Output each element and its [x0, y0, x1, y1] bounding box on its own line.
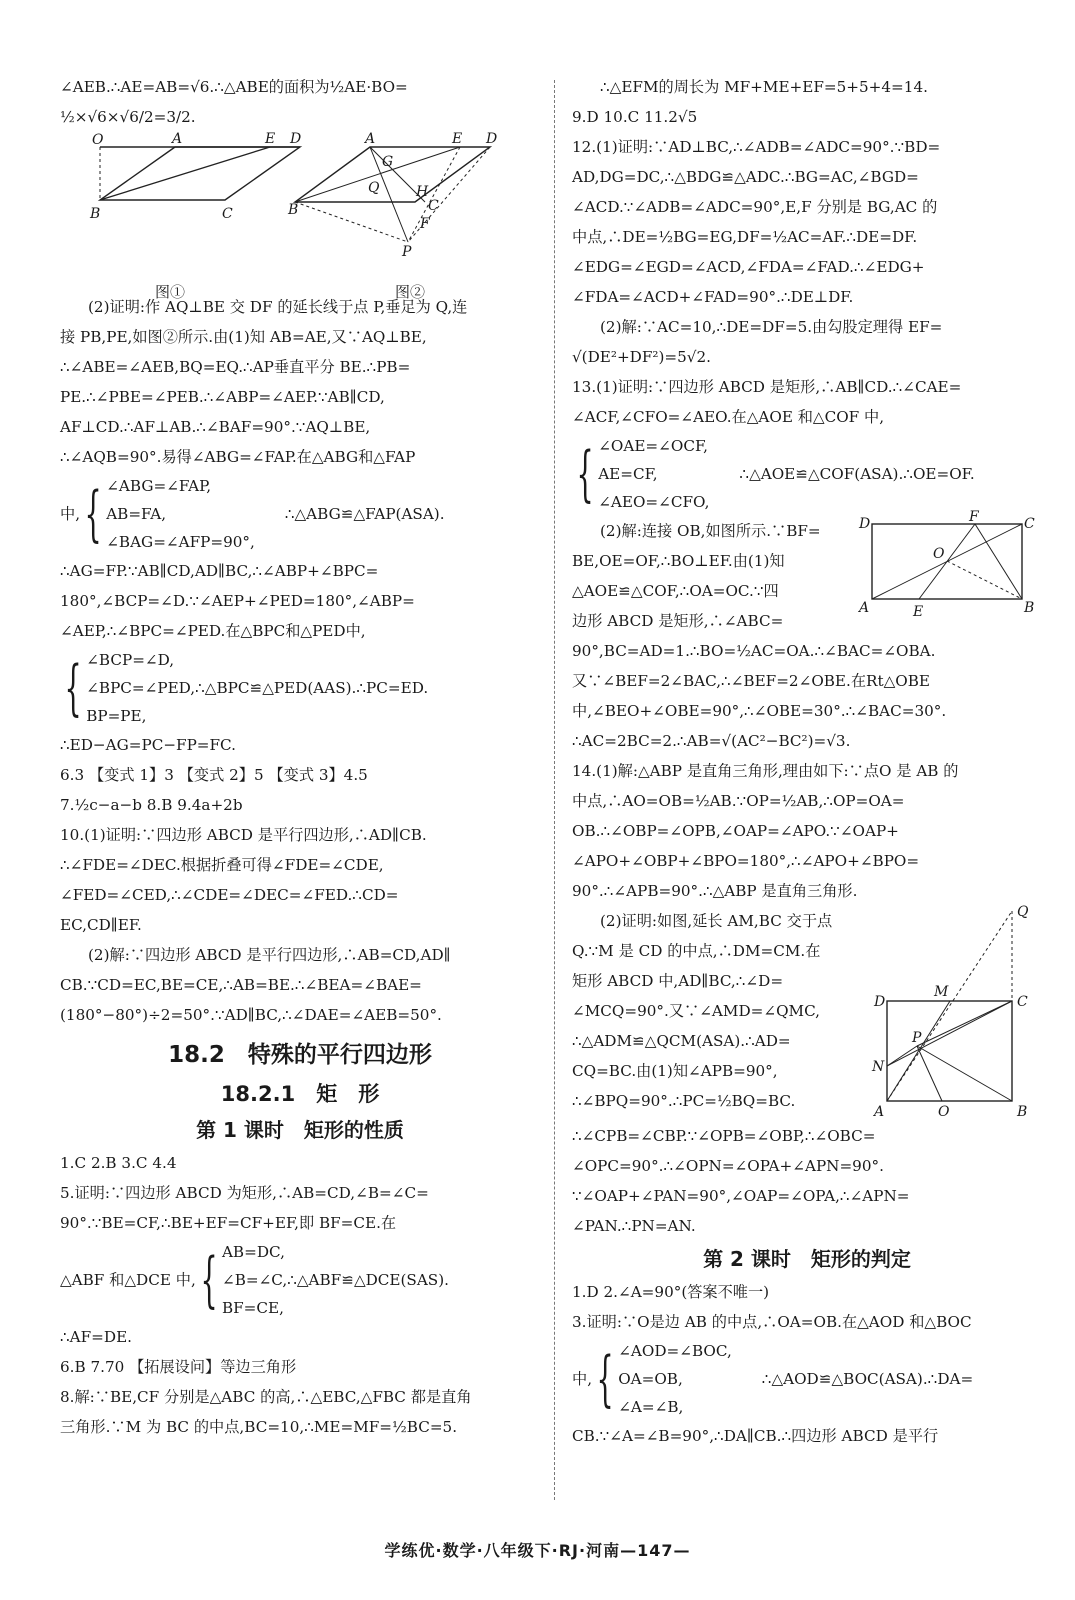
parallelogram-figure-1 [60, 131, 302, 267]
svg-text:B: B [90, 206, 101, 222]
text-line: ∵∠OAP+∠PAN=90°,∠OAP=∠OPA,∴∠APN= [572, 1187, 910, 1205]
text-line: (2)解:∵AC=10,∴DE=DF=5.由勾股定理得 EF= [600, 318, 943, 336]
svg-text:B: B [1024, 600, 1035, 616]
svg-text:D: D [290, 131, 302, 147]
text-line: 90°,BC=AD=1.∴BO=½AC=OA.∴∠BAC=∠OBA. [572, 642, 936, 660]
text-line: (2)解:连接 OB,如图所示.∵BF= [600, 522, 821, 540]
brace-icon: { [64, 653, 82, 723]
system-line: BP=PE, [86, 707, 147, 725]
text-line: ∠EDG=∠EGD=∠ACD,∠FDA=∠FAD.∴∠EDG+ [572, 258, 925, 276]
figure-1 [60, 131, 302, 301]
system-line: ∠OAE=∠OCF, [598, 437, 708, 455]
system-line: ∠B=∠C,∴△ABF≌△DCE(SAS). [221, 1271, 449, 1289]
svg-text:A: A [365, 131, 376, 147]
svg-text:O: O [92, 132, 104, 148]
svg-text:O: O [933, 546, 945, 562]
system-line: ∠BAG=∠AFP=90°, [106, 533, 255, 551]
text-line: ∴AC=2BC=2.∴AB=√(AC²−BC²)=√3. [572, 732, 851, 750]
svg-text:E: E [452, 131, 463, 147]
equation-system [60, 472, 540, 556]
text-line: 14.(1)解:△ABP 是直角三角形,理由如下:∵点O 是 AB 的 [572, 762, 959, 780]
text-line: 6.3 【变式 1】3 【变式 2】5 【变式 3】4.5 [60, 766, 368, 784]
text-line: ∴ED−AG=PC−FP=FC. [60, 736, 236, 754]
right-column [572, 72, 1042, 1451]
svg-text:C: C [222, 206, 233, 222]
text-line: ∴∠ABE=∠AEB,BQ=EQ.∴AP垂直平分 BE.∴PB= [60, 358, 411, 376]
text-line: 边形 ABCD 是矩形,∴∠ABC= [572, 612, 784, 630]
text-line: 5.证明:∵四边形 ABCD 为矩形,∴AB=CD,∠B=∠C= [60, 1184, 429, 1202]
text-line: 12.(1)证明:∵AD⊥BC,∴∠ADB=∠ADC=90°.∵BD= [572, 138, 941, 156]
equation-system [60, 1238, 540, 1322]
system-line: ∠BCP=∠D, [86, 651, 175, 669]
text-line: ∠ACD.∵∠ADB=∠ADC=90°,E,F 分别是 BG,AC 的 [572, 198, 938, 216]
system-line: ∠AOD=∠BOC, [618, 1342, 732, 1360]
text-line: ∴AF=DE. [60, 1328, 132, 1346]
svg-text:Q: Q [368, 180, 380, 196]
svg-text:B: B [288, 202, 299, 218]
svg-text:D: D [874, 994, 886, 1010]
system-conclusion: ∴△AOD≌△BOC(ASA).∴DA= [761, 1370, 974, 1388]
svg-text:A: A [874, 1104, 885, 1120]
text-line: ∠AEP,∴∠BPC=∠PED.在△BPC和△PED中, [60, 622, 366, 640]
text-line: ∴△ADM≌△QCM(ASA).∴AD= [572, 1032, 791, 1050]
text-line: (2)证明:如图,延长 AM,BC 交于点 [600, 912, 833, 930]
text-line: ∴∠FDE=∠DEC.根据折叠可得∠FDE=∠CDE, [60, 856, 384, 874]
svg-text:Q: Q [1017, 904, 1029, 920]
svg-text:C: C [1024, 516, 1035, 532]
svg-text:P: P [912, 1030, 922, 1046]
text-line: 8.解:∵BE,CF 分别是△ABC 的高,∴△EBC,△FBC 都是直角 [60, 1388, 472, 1406]
text-line: △AOE≌△COF,∴OA=OC.∵四 [572, 582, 779, 600]
rectangle-figure-14 [872, 906, 1037, 1121]
text-line: 3.证明:∵O是边 AB 的中点,∴OA=OB.在△AOD 和△BOC [572, 1313, 972, 1331]
svg-text:C: C [428, 198, 439, 214]
text-line: 中点,∴DE=½BG=EG,DF=½AC=AF.∴DE=DF. [572, 228, 918, 246]
svg-text:C: C [1017, 994, 1028, 1010]
text-line: √(DE²+DF²)=5√2. [572, 348, 711, 366]
text-line: CB.∵∠A=∠B=90°,∴DA∥CB.∴四边形 ABCD 是平行 [572, 1427, 939, 1445]
system-prefix: 中, [572, 1370, 593, 1388]
text-line: 中,∠BEO+∠OBE=90°,∴∠OBE=30°.∴∠BAC=30°. [572, 702, 947, 720]
system-line: AE=CF, [598, 465, 658, 483]
text-line: ∠ACF,∠CFO=∠AEO.在△AOE 和△COF 中, [572, 408, 885, 426]
text-line: 三角形.∵M 为 BC 的中点,BC=10,∴ME=MF=½BC=5. [60, 1418, 458, 1436]
text-line: PE.∴∠PBE=∠PEB.∴∠ABP=∠AEP.∵AB∥CD, [60, 388, 385, 406]
equation-system [572, 1337, 1042, 1421]
text-line: (2)解:∵四边形 ABCD 是平行四边形,∴AB=CD,AD∥ [88, 946, 451, 964]
text-line: Q.∵M 是 CD 的中点,∴DM=CM.在 [572, 942, 821, 960]
text-line: ∠OPC=90°.∴∠OPN=∠OPA+∠APN=90°. [572, 1157, 884, 1175]
text-line: BE,OE=OF,∴BO⊥EF.由(1)知 [572, 552, 785, 570]
text-line: ∠AEB.∴AE=AB=√6.∴△ABE的面积为½AE·BO= [60, 78, 408, 96]
text-line: ∠MCQ=90°.又∵∠AMD=∠QMC, [572, 1002, 820, 1020]
equation-system [60, 646, 540, 730]
text-line: 90°.∴∠APB=90°.∴△ABP 是直角三角形. [572, 882, 858, 900]
text-line: 又∵∠BEF=2∠BAC,∴∠BEF=2∠OBE.在Rt△OBE [572, 672, 930, 690]
text-line: ∴AG=FP.∵AB∥CD,AD∥BC,∴∠ABP+∠BPC= [60, 562, 379, 580]
brace-icon: { [576, 439, 594, 509]
figure-2 [288, 131, 530, 301]
page-footer: 学练优·数学·八年级下·RJ·河南—147— [384, 1541, 691, 1560]
text-line: ∠APO+∠OBP+∠BPO=180°,∴∠APO+∠BPO= [572, 852, 920, 870]
svg-text:H: H [416, 184, 429, 200]
text-line: 90°.∵BE=CF,∴BE+EF=CF+EF,即 BF=CE.在 [60, 1214, 397, 1232]
text-line: ½×√6×√6/2=3/2. [60, 108, 196, 126]
svg-text:M: M [934, 984, 949, 1000]
svg-text:D: D [859, 516, 871, 532]
svg-text:O: O [938, 1104, 950, 1120]
text-line: 接 PB,PE,如图②所示.由(1)知 AB=AE,又∵AQ⊥BE, [60, 328, 427, 346]
problem-13-with-figure [572, 509, 1042, 636]
text-line: ∴∠BPQ=90°.∴PC=½BQ=BC. [572, 1092, 796, 1110]
system-prefix: △ABF 和△DCE 中, [60, 1271, 196, 1289]
system-line: ∠A=∠B, [618, 1398, 684, 1416]
text-line: 1.D 2.∠A=90°(答案不唯一) [572, 1283, 770, 1301]
problem-14-with-figure [572, 906, 1042, 1121]
text-line: 7.½c−a−b 8.B 9.4a+2b [60, 796, 243, 814]
figure-2-caption: 图② [394, 283, 425, 301]
text-line: (2)证明:作 AQ⊥BE 交 DF 的延长线于点 P,垂足为 Q,连 [88, 298, 468, 316]
lesson-heading: 第 1 课时 矩形的性质 [196, 1118, 404, 1142]
text-line: 矩形 ABCD 中,AD∥BC,∴∠D= [572, 972, 784, 990]
text-line: 10.(1)证明:∵四边形 ABCD 是平行四边形,∴AD∥CB. [60, 826, 427, 844]
svg-text:B: B [1017, 1104, 1028, 1120]
text-line: 9.D 10.C 11.2√5 [572, 108, 698, 126]
system-line: ∠BPC=∠PED,∴△BPC≌△PED(AAS).∴PC=ED. [86, 679, 429, 697]
left-column [60, 72, 540, 1442]
section-heading: 18.2 特殊的平行四边形 [168, 1042, 432, 1068]
text-line: 1.C 2.B 3.C 4.4 [60, 1154, 177, 1172]
rectangle-figure-13 [857, 509, 1037, 626]
svg-text:E: E [913, 604, 924, 620]
figure-1-caption: 图① [154, 283, 185, 301]
brace-icon: { [596, 1344, 614, 1414]
column-divider [554, 80, 555, 1500]
system-prefix: 中, [60, 505, 81, 523]
system-line: OA=OB, [618, 1370, 683, 1388]
system-line: BF=CE, [221, 1299, 284, 1317]
svg-text:G: G [382, 154, 394, 170]
text-line: ∠PAN.∴PN=AN. [572, 1217, 696, 1235]
svg-text:D: D [486, 131, 498, 147]
svg-text:P: P [402, 244, 412, 260]
system-conclusion: ∴△AOE≌△COF(ASA).∴OE=OF. [739, 465, 975, 483]
text-line: 6.B 7.70 【拓展设问】等边三角形 [60, 1358, 297, 1376]
text-line: ∠FDA=∠ACD+∠FAD=90°.∴DE⊥DF. [572, 288, 854, 306]
text-line: AD,DG=DC,∴△BDG≌△ADC.∴BG=AC,∠BGD= [572, 168, 919, 186]
lesson-heading: 第 2 课时 矩形的判定 [703, 1247, 911, 1271]
system-conclusion: ∴△ABG≌△FAP(ASA). [284, 505, 445, 523]
svg-text:F: F [969, 509, 979, 525]
parallelogram-figure-2 [290, 132, 530, 267]
brace-icon: { [84, 479, 102, 549]
text-line: (180°−80°)÷2=50°.∵AD∥BC,∴∠DAE=∠AEB=50°. [60, 1006, 442, 1024]
text-line: ∠FED=∠CED,∴∠CDE=∠DEC=∠FED.∴CD= [60, 886, 399, 904]
text-line: OB.∴∠OBP=∠OPB,∠OAP=∠APO.∵∠OAP+ [572, 822, 899, 840]
text-line: EC,CD∥EF. [60, 916, 142, 934]
svg-text:A: A [859, 600, 870, 616]
system-line: AB=FA, [106, 505, 167, 523]
text-line: CQ=BC.由(1)知∠APB=90°, [572, 1062, 778, 1080]
text-line: 180°,∠BCP=∠D.∵∠AEP+∠PED=180°,∠ABP= [60, 592, 415, 610]
equation-system [572, 432, 1042, 516]
brace-icon: { [200, 1245, 218, 1315]
text-line: AF⊥CD.∴AF⊥AB.∴∠BAF=90°.∵AQ⊥BE, [60, 418, 371, 436]
figures-1-2 [60, 131, 540, 301]
svg-text:A: A [172, 131, 183, 147]
svg-text:F: F [420, 216, 430, 232]
svg-text:E: E [265, 131, 276, 147]
system-line: AB=DC, [221, 1243, 285, 1261]
text-line: 中点,∴AO=OB=½AB.∵OP=½AB,∴OP=OA= [572, 792, 905, 810]
system-line: ∠ABG=∠FAP, [106, 477, 212, 495]
subsection-heading: 18.2.1 矩 形 [220, 1082, 380, 1106]
text-line: CB.∵CD=EC,BE=CE,∴AB=BE.∴∠BEA=∠BAE= [60, 976, 422, 994]
text-line: ∴∠AQB=90°.易得∠ABG=∠FAP.在△ABG和△FAP [60, 448, 416, 466]
svg-text:N: N [872, 1059, 885, 1075]
system-line: ∠AEO=∠CFO, [598, 493, 710, 511]
text-line: ∴∠CPB=∠CBP.∵∠OPB=∠OBP,∴∠OBC= [572, 1127, 876, 1145]
text-line: 13.(1)证明:∵四边形 ABCD 是矩形,∴AB∥CD.∴∠CAE= [572, 378, 962, 396]
text-line: ∴△EFM的周长为 MF+ME+EF=5+5+4=14. [600, 78, 928, 96]
